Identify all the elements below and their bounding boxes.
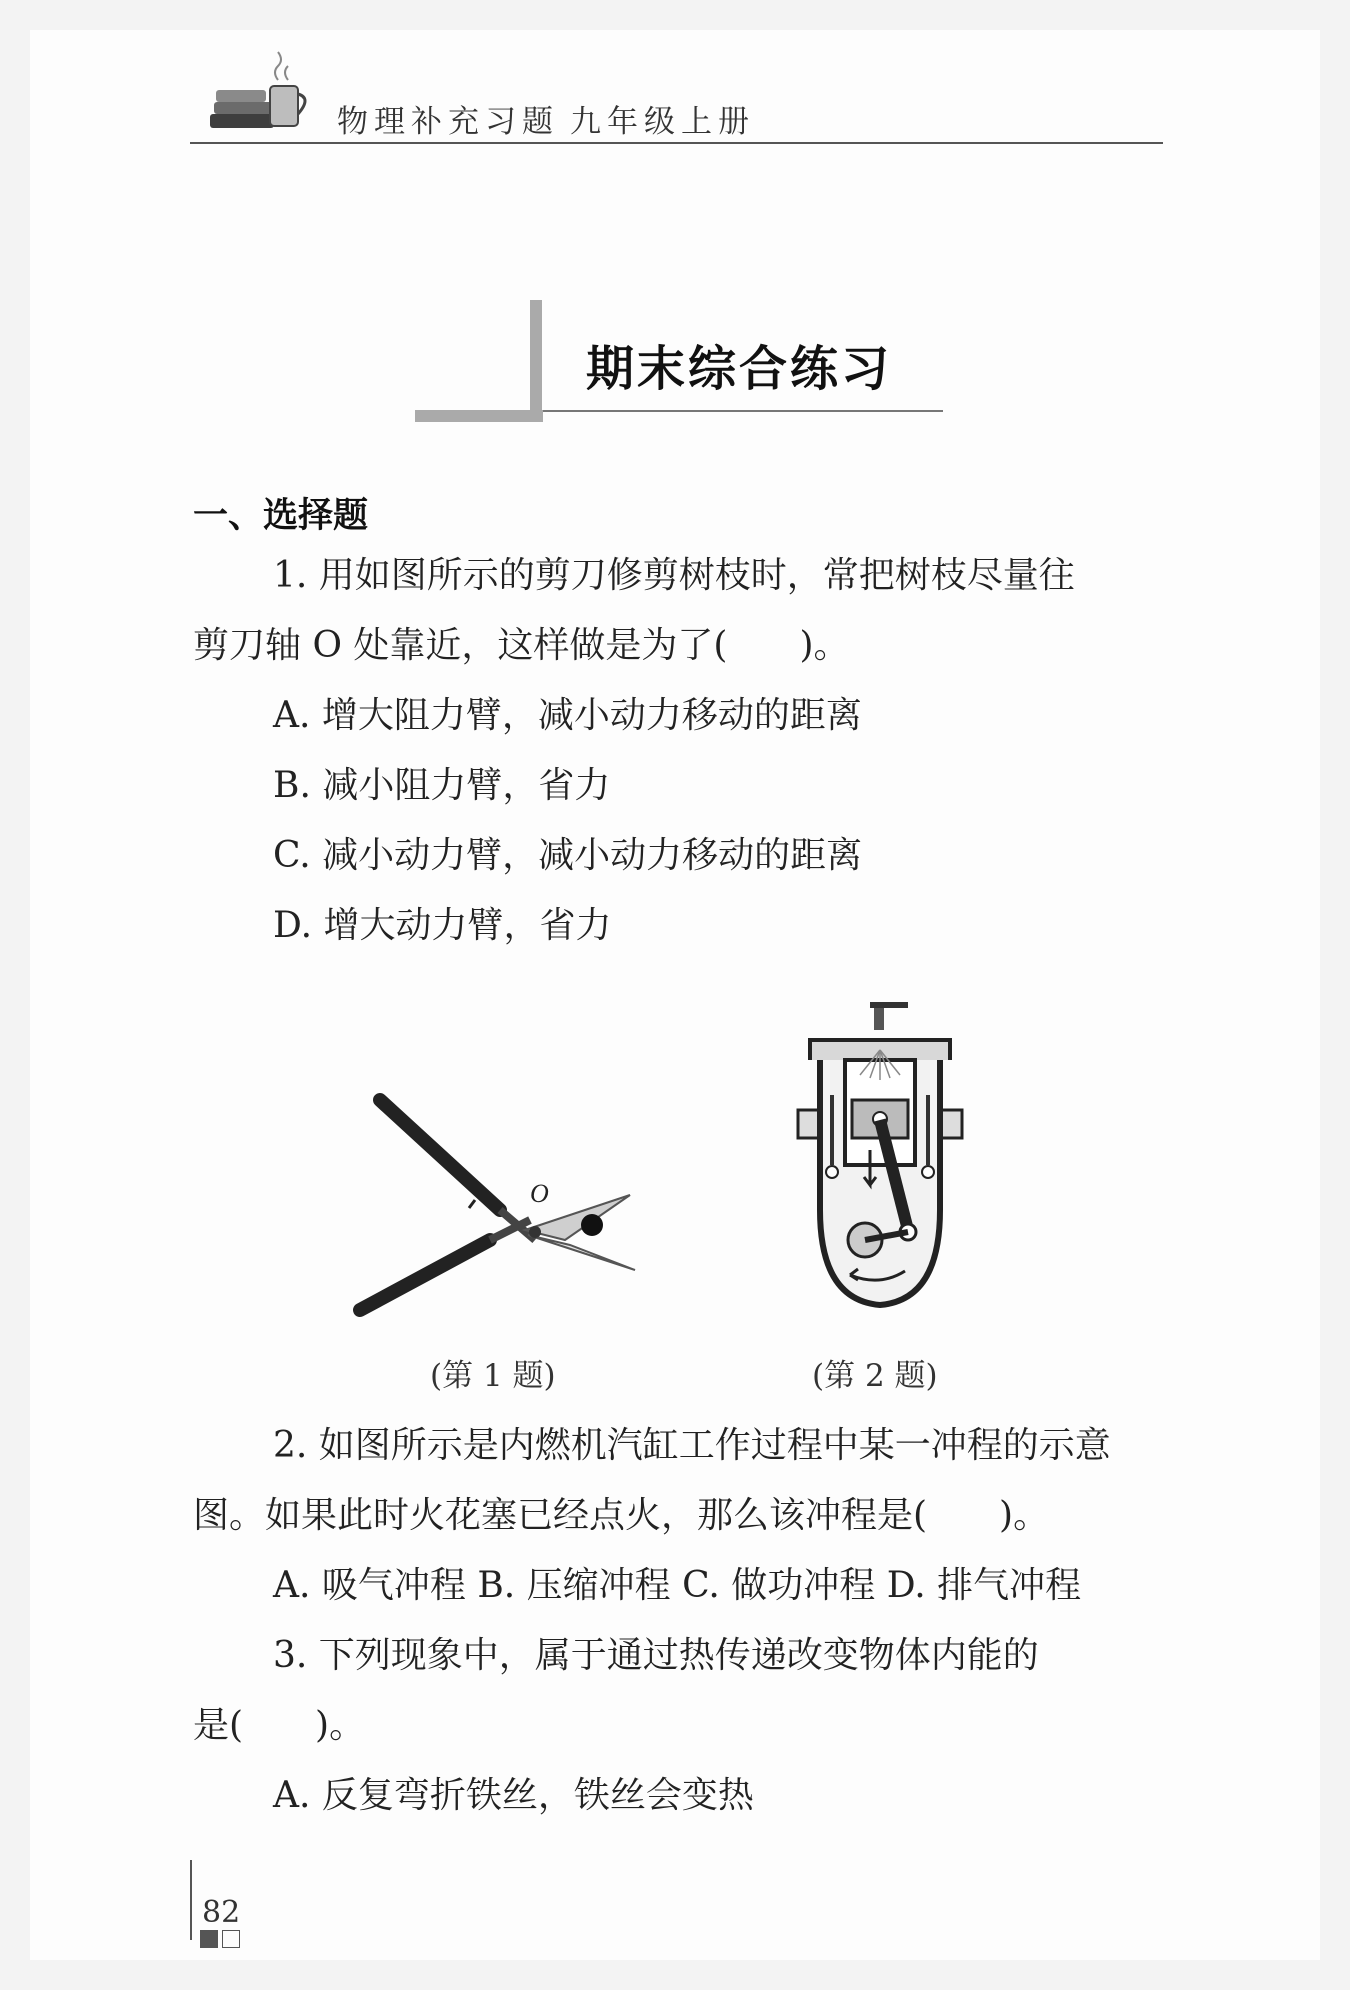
question-2-options: A. 吸气冲程 B. 压缩冲程 C. 做功冲程 D. 排气冲程: [273, 1565, 1082, 1606]
books-and-mug-icon: [210, 50, 315, 140]
shears-figure: [350, 1080, 650, 1320]
section-title: 期末综合练习: [586, 341, 893, 397]
question-1-line-2: 剪刀轴 O 处靠近，这样做是为了( )。: [193, 625, 850, 666]
title-decoration-vertical: [530, 300, 542, 422]
pivot-label: O: [530, 1179, 549, 1208]
engine-cylinder-figure: [790, 1000, 970, 1320]
footer-square-outline: [222, 1930, 240, 1948]
question-3-line-1: 3. 下列现象中，属于通过热传递改变物体内能的: [273, 1635, 1039, 1676]
book-title: 物理补充习题: [337, 104, 559, 140]
title-underline: [543, 410, 943, 412]
question-3-option-a: A. 反复弯折铁丝，铁丝会变热: [273, 1775, 754, 1816]
question-1-option-b: B. 减小阻力臂，省力: [273, 765, 611, 806]
question-3-line-2: 是( )。: [193, 1705, 366, 1746]
question-1-line-1: 1. 用如图所示的剪刀修剪树枝时，常把树枝尽量往: [273, 555, 1075, 596]
question-2-line-2: 图。如果此时火花塞已经点火，那么该冲程是( )。: [193, 1495, 1050, 1536]
footer-rule: [190, 1860, 192, 1940]
question-2-line-1: 2. 如图所示是内燃机汽缸工作过程中某一冲程的示意: [273, 1425, 1111, 1466]
grade-label: 九年级上册: [570, 104, 755, 140]
footer-square-filled: [200, 1930, 218, 1948]
page-number: 82: [202, 1895, 241, 1930]
question-1-option-d: D. 增大动力臂，省力: [273, 905, 612, 946]
figure-2-caption: (第 2 题): [812, 1358, 938, 1394]
figure-1-caption: (第 1 题): [430, 1358, 556, 1394]
header-divider: [190, 142, 1163, 144]
question-1-option-a: A. 增大阻力臂，减小动力移动的距离: [273, 695, 862, 736]
subsection-heading: 一、选择题: [193, 496, 369, 536]
question-1-option-c: C. 减小动力臂，减小动力移动的距离: [273, 835, 863, 876]
title-decoration-horizontal: [415, 410, 543, 422]
